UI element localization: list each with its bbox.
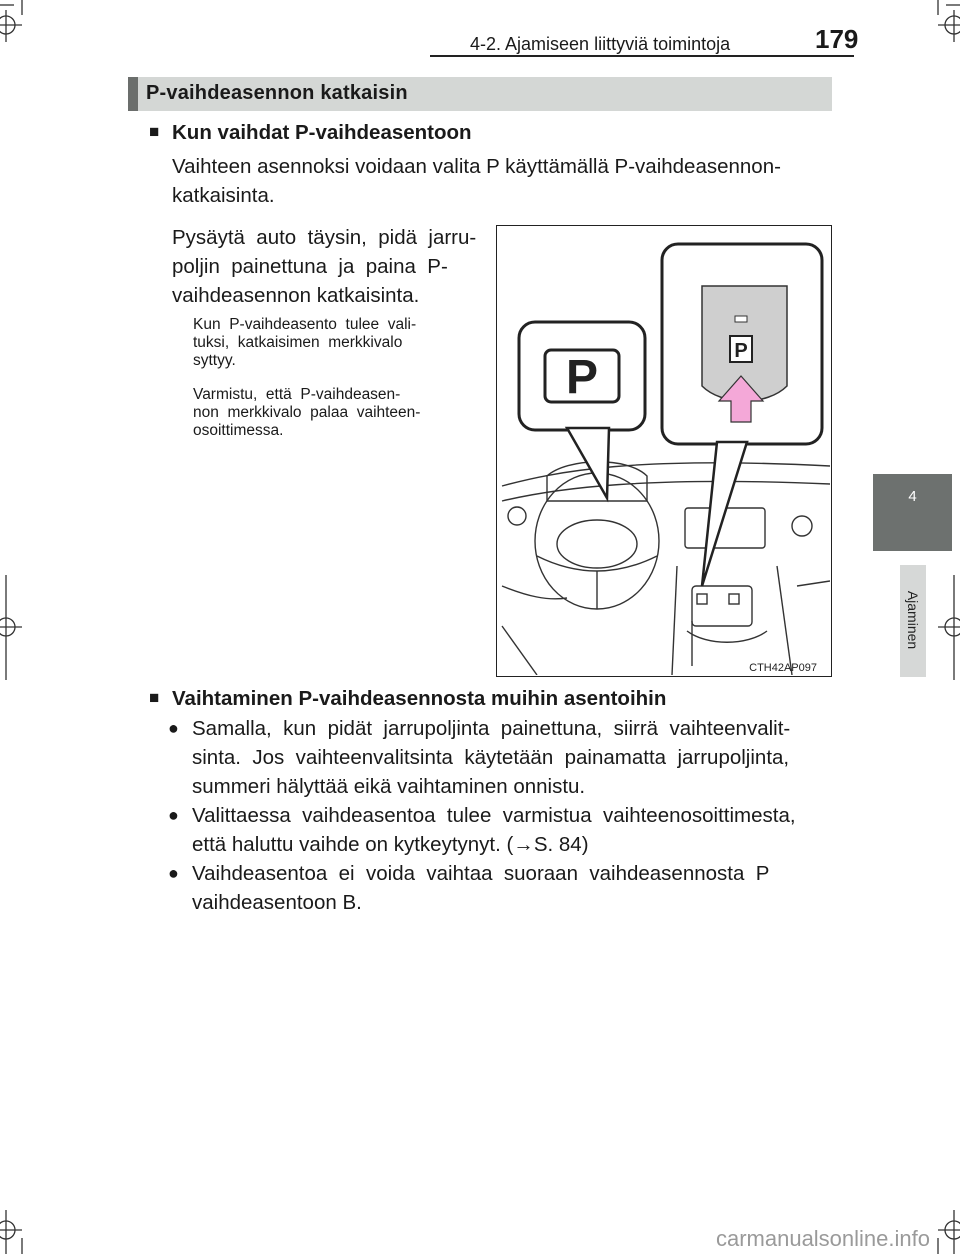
- section-band-bar: [128, 77, 138, 111]
- note1-line-2: tuksi, katkaisimen merkkivalo: [193, 334, 403, 351]
- intro-line-1: Vaihteen asennoksi voidaan valita P käyttämällä P-vaihdeasennon-: [172, 155, 781, 178]
- large-p-label: P: [565, 351, 599, 404]
- note2-line-3: osoittimessa.: [193, 422, 284, 439]
- subheading-p-position: Kun vaihdat P-vaihdeasentoon: [172, 121, 472, 144]
- note2-line-2: non merkkivalo palaa vaihteen-: [193, 404, 421, 421]
- bullet2-line-1: Valittaessa vaihdeasentoa tulee varmistua vaihteenosoittimesta,: [192, 804, 796, 827]
- bullet2-line-2: että haluttu vaihde on kytkeytynyt. (→S. 84): [192, 833, 589, 856]
- dashboard-drawing: [497, 226, 830, 675]
- note1-line-3: syttyy.: [193, 352, 236, 369]
- step-line-3: vaihdeasennon katkaisinta.: [172, 284, 420, 307]
- header-section-title: 4-2. Ajamiseen liittyviä toimintoja: [470, 34, 731, 54]
- round-bullet-icon-3: ●: [168, 863, 179, 883]
- chapter-number: 4: [908, 488, 917, 505]
- section-title: P-vaihdeasennon katkaisin: [146, 82, 408, 104]
- intro-line-2: katkaisinta.: [172, 184, 275, 207]
- bullet3-line-2: vaihdeasentoon B.: [192, 891, 362, 914]
- square-bullet-icon-2: ■: [149, 688, 160, 707]
- figure-code: CTH42AP097: [749, 662, 817, 674]
- step-line-1: Pysäytä auto täysin, pidä jarru-: [172, 226, 477, 249]
- page-number: 179: [815, 24, 859, 54]
- square-bullet-icon: ■: [149, 122, 160, 141]
- dashboard-illustration: [496, 225, 832, 677]
- round-bullet-icon-2: ●: [168, 805, 179, 825]
- header-rule: [430, 55, 854, 57]
- chapter-tab: [873, 474, 952, 551]
- bullet1-line-3: summeri hälyttää eikä vaihtaminen onnistu.: [192, 775, 586, 798]
- round-bullet-icon-1: ●: [168, 718, 179, 738]
- subheading-other-positions: Vaihtaminen P-vaihdeasennosta muihin asentoihin: [172, 687, 667, 710]
- bullet3-line-1: Vaihdeasentoa ei voida vaihtaa suoraan vaihdeasennosta P: [192, 862, 770, 885]
- bullet1-line-1: Samalla, kun pidät jarrupoljinta painettuna, siirrä vaihteenvalit-: [192, 717, 791, 740]
- chapter-label: Ajaminen: [905, 590, 921, 650]
- step-line-2: poljin painettuna ja paina P-: [172, 255, 448, 278]
- bullet1-line-2: sinta. Jos vaihteenvalitsinta käytetään painamatta jarrupoljinta,: [192, 746, 790, 769]
- note2-line-1: Varmistu, että P-vaihdeasen-: [193, 386, 401, 403]
- watermark: carmanualsonline.info: [715, 1226, 930, 1251]
- note1-line-1: Kun P-vaihdeasento tulee vali-: [193, 316, 417, 333]
- small-p-label: P: [734, 340, 748, 362]
